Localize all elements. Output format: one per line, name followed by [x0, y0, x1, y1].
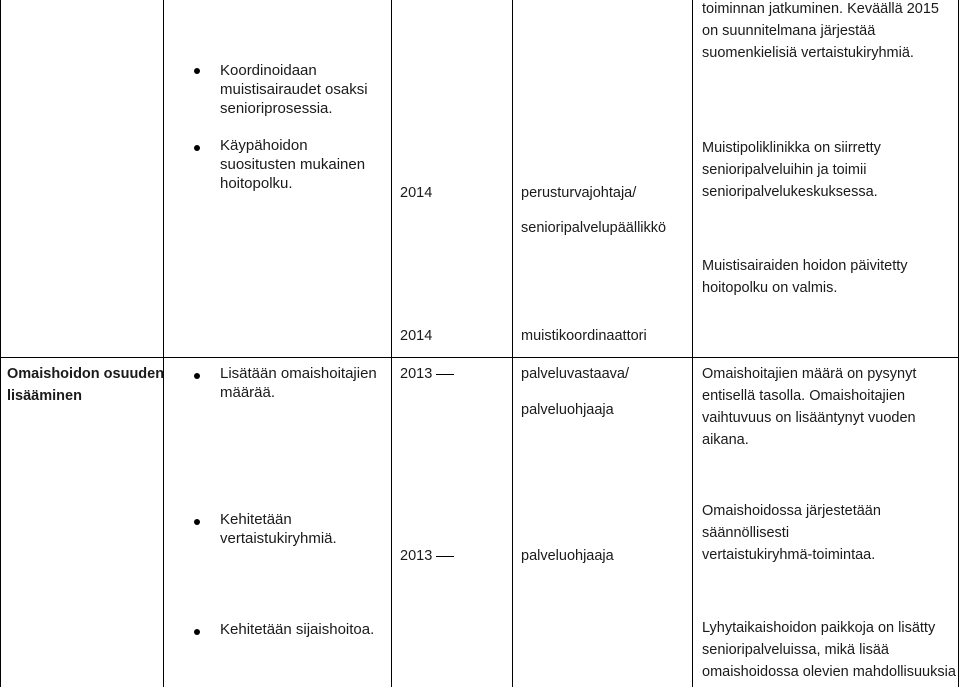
goal-item: Lisätään omaishoitajien määrää. [220, 365, 377, 401]
responsible-cell: perusturvajohtaja/ [521, 185, 637, 201]
status-text: Muistipoliklinikka on siirretty senioripalveluihin ja toimii senioripalvelukeskuksessa. [702, 140, 881, 200]
column-divider-2 [391, 0, 392, 687]
column-divider-4 [692, 0, 693, 687]
responsible-cell: palveluvastaava/ [521, 366, 630, 382]
bullet-icon [194, 519, 200, 525]
column-divider-1 [163, 0, 164, 687]
responsible-cell: senioripalvelupäällikkö [521, 220, 667, 236]
row-divider [0, 357, 959, 358]
status-text: Lyhytaikaishoidon paikkoja on lisätty senioripalveluissa, mikä lisää omaishoidossa olevien mahdollisuuksia [702, 620, 956, 680]
goal-item: Kehitetään sijaishoitoa. [220, 621, 375, 638]
goal-item: Kehitetään vertaistukiryhmiä. [220, 511, 337, 547]
year-cell: 2014 [400, 328, 433, 344]
year-dash [436, 556, 454, 557]
bullet-icon [194, 629, 200, 635]
column-divider-3 [512, 0, 513, 687]
goal-item: Käypähoidon suositusten mukainen hoitopolku. [220, 137, 366, 192]
bullet-icon [194, 373, 200, 379]
status-text: Muistisairaiden hoidon päivitetty hoitopolku on valmis. [702, 258, 908, 296]
table-border-right [958, 0, 959, 687]
year-cell: 2013 [400, 366, 433, 382]
bullet-icon [194, 68, 200, 74]
year-cell: 2013 [400, 548, 433, 564]
responsible-cell: palveluohjaaja [521, 402, 614, 418]
responsible-cell: palveluohjaaja [521, 548, 614, 564]
year-dash [436, 374, 454, 375]
status-text: Omaishoidossa järjestetään säännöllisesti vertaistukiryhmä-toimintaa. [702, 503, 881, 563]
bullet-icon [194, 145, 200, 151]
year-cell: 2014 [400, 185, 433, 201]
table-border-left [0, 0, 1, 687]
responsible-cell: muistikoordinaattori [521, 328, 647, 344]
status-text: toiminnan jatkuminen. Keväällä 2015 on suunnitelmana järjestää suomenkielisiä vertaistukiryhmiä. [702, 1, 939, 61]
status-text: Omaishoitajien määrä on pysynyt entisellä tasolla. Omaishoitajien vaihtuvuus on lisääntynyt vuoden aikana. [702, 366, 917, 448]
goal-item: Koordinoidaan muistisairaudet osaksi senioriprosessia. [220, 62, 368, 117]
section-title: Omaishoidon osuuden lisääminen [7, 366, 165, 404]
